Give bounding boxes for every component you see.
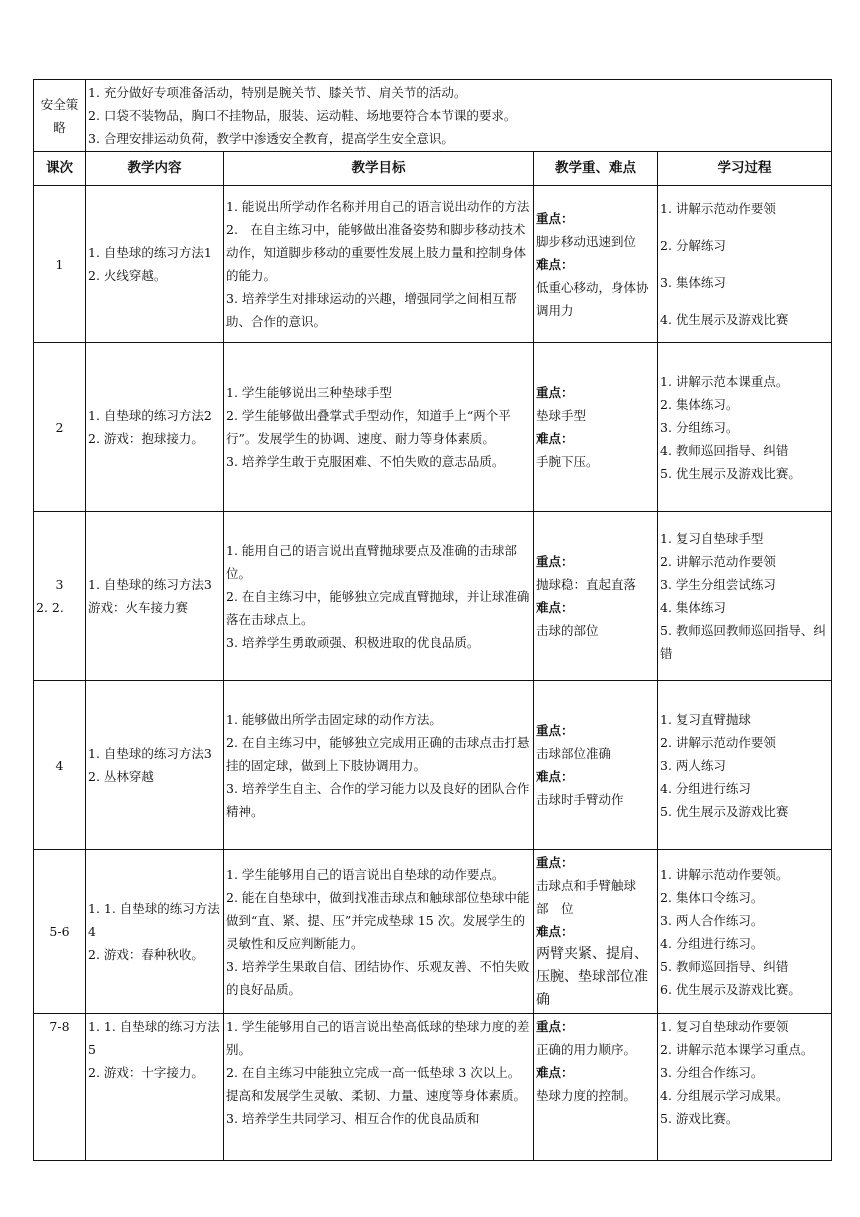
process-item: 4. 分组展示学习成果。 <box>660 1088 789 1103</box>
lesson-number-cell <box>34 512 86 681</box>
keypoints-cell <box>534 186 658 343</box>
process-item: 1. 复习自垫球手型 <box>660 531 764 546</box>
header-lesson: 课次 <box>34 152 86 186</box>
difficult-label: 难点： <box>536 924 574 939</box>
goals-cell <box>224 850 534 1014</box>
goals-cell <box>224 1014 534 1161</box>
content-item: 2. 丛林穿越 <box>88 769 154 784</box>
keypoints-cell <box>534 512 658 681</box>
content-item: 2. 游戏：抱球接力。 <box>88 431 204 446</box>
content-item: 1. 自垫球的练习方法1 <box>88 245 212 260</box>
process-item: 2. 讲解示范本课学习重点。 <box>660 1042 814 1057</box>
process-item: 2. 讲解示范动作要领 <box>660 554 776 569</box>
difficult-label: 难点： <box>536 1065 574 1080</box>
table-row <box>34 512 832 681</box>
key-text: 垫球手型 <box>536 408 587 423</box>
goal-item: 3. 培养学生自主、合作的学习能力以及良好的团队合作精神。 <box>226 780 530 819</box>
key-label: 重点： <box>536 385 574 400</box>
table-row <box>34 850 832 1014</box>
goals-cell <box>224 186 534 343</box>
table-row <box>34 1014 832 1161</box>
safety-item: 2. 口袋不装物品，胸口不挂物品，服装、运动鞋、场地要符合本节课的要求。 <box>88 108 517 123</box>
difficult-label: 难点： <box>536 431 574 446</box>
process-cell <box>658 681 832 850</box>
header-process: 学习过程 <box>658 152 832 186</box>
content-item: 1. 自垫球的练习方法3 <box>88 577 212 592</box>
lesson-number: 5-6 <box>34 850 86 1014</box>
process-item: 4. 优生展示及游戏比赛 <box>660 312 789 327</box>
difficult-text: 手腕下压。 <box>536 454 599 469</box>
process-cell <box>658 186 832 343</box>
key-text: 抛球稳：直起直落 <box>536 577 637 592</box>
key-text: 正确的用力顺序。 <box>536 1042 637 1057</box>
table-row <box>34 343 832 512</box>
goal-item: 2. 在自主练习中能独立完成一高一低垫球 3 次以上。提高和发展学生灵敏、柔韧、力量、速度等身体素质。 <box>226 1065 527 1103</box>
goal-item: 3. 培养学生果敢自信、团结协作、乐观友善、不怕失败的良好品质。 <box>226 958 530 997</box>
difficult-text: 垫球力度的控制。 <box>536 1088 637 1103</box>
header-goals: 教学目标 <box>224 152 534 186</box>
content-cell <box>86 681 224 850</box>
process-cell <box>658 512 832 681</box>
keypoints-cell <box>534 681 658 850</box>
key-label: 重点： <box>536 1019 574 1034</box>
goal-item: 3. 培养学生勇敢顽强、积极进取的优良品质。 <box>226 634 480 650</box>
goals-cell <box>224 343 534 512</box>
goal-item: 1. 学生能够用自己的语言说出自垫球的动作要点。 <box>226 866 505 882</box>
content-cell <box>86 850 224 1014</box>
process-item: 3. 学生分组尝试练习 <box>660 577 776 592</box>
process-item: 1. 复习直臂抛球 <box>660 711 751 727</box>
difficult-text: 击球的部位 <box>536 623 599 638</box>
safety-row <box>34 80 832 152</box>
lesson-extra: 2. 2. <box>36 600 64 615</box>
content-item: 2. 游戏：十字接力。 <box>88 1065 204 1080</box>
content-cell <box>86 1014 224 1161</box>
lesson-plan-table <box>33 79 832 1161</box>
goal-item: 2. 在自主练习中，能够独立完成直臂抛球，并让球准确落在击球点上。 <box>226 588 530 627</box>
content-item: 1. 1. 自垫球的练习方法 4 <box>88 901 220 939</box>
process-item: 1. 讲解示范动作要领 <box>660 201 776 216</box>
process-item: 3. 分组练习。 <box>660 419 739 435</box>
header-keypoints: 教学重、难点 <box>534 152 658 186</box>
process-item: 3. 两人合作练习。 <box>660 912 764 928</box>
process-cell <box>658 850 832 1014</box>
key-label: 重点： <box>536 554 574 569</box>
process-item: 2. 分解练习 <box>660 238 726 253</box>
key-text: 击球部位准确 <box>536 746 612 761</box>
process-item: 1. 讲解示范动作要领。 <box>660 866 789 882</box>
goal-item: 2. 在自主练习中，能够做出准备姿势和脚步移动技术动作，知道脚步移动的重要性发展上肢力量和控制身体的能力。 <box>226 222 527 283</box>
process-item: 2. 讲解示范动作要领 <box>660 734 776 750</box>
process-item: 5. 优生展示及游戏比赛 <box>660 803 789 819</box>
lesson-number: 7-8 <box>34 1014 86 1161</box>
process-item: 5. 教师巡回教师巡回指导、纠错 <box>660 623 826 661</box>
content-item: 1. 自垫球的练习方法2 <box>88 408 212 423</box>
process-item: 2. 集体练习。 <box>660 396 739 412</box>
content-item: 1. 自垫球的练习方法3 <box>88 746 212 761</box>
lesson-number: 1 <box>34 186 86 343</box>
content-cell <box>86 343 224 512</box>
goal-item: 2. 学生能够做出叠掌式手型动作，知道手上“两个平行”。发展学生的协调、速度、耐力等身体素质。 <box>226 408 511 446</box>
content-cell <box>86 186 224 343</box>
difficult-text: 击球时手臂动作 <box>536 792 624 807</box>
process-item: 5. 游戏比赛。 <box>660 1111 739 1126</box>
goal-item: 2. 能在自垫球中，做到找准击球点和触球部位垫球中能做到“直、紧、提、压”并完成垫球 15 次。发展学生的灵敏性和反应判断能力。 <box>226 889 530 951</box>
difficult-label: 难点： <box>536 769 574 784</box>
content-cell <box>86 512 224 681</box>
process-item: 3. 集体练习 <box>660 275 726 290</box>
safety-item: 1. 充分做好专项准备活动，特别是腕关节、膝关节、肩关节的活动。 <box>88 85 467 100</box>
goal-item: 3. 培养学生共同学习、相互合作的优良品质和 <box>226 1111 480 1126</box>
goal-item: 1. 能够做出所学击固定球的动作方法。 <box>226 711 442 727</box>
process-item: 3. 两人练习 <box>660 757 726 773</box>
process-item: 4. 集体练习 <box>660 600 726 615</box>
goal-item: 1. 学生能够用自己的语言说出垫高低球的垫球力度的差别。 <box>226 1019 530 1057</box>
content-item: 1. 1. 自垫球的练习方法 5 <box>88 1019 220 1057</box>
lesson-number: 4 <box>34 681 86 850</box>
lesson-number: 3 <box>55 577 64 592</box>
process-item: 4. 分组进行练习 <box>660 780 751 796</box>
lesson-number: 2 <box>34 343 86 512</box>
key-label: 重点： <box>536 210 574 226</box>
key-label: 重点： <box>536 723 574 738</box>
table-row <box>34 186 832 343</box>
key-text: 脚步移动迅速到位 <box>536 233 637 249</box>
process-item: 6. 优生展示及游戏比赛。 <box>660 981 801 997</box>
difficult-text: 低重心移动，身体协调用力 <box>536 279 649 318</box>
process-item: 4. 分组进行练习。 <box>660 935 764 951</box>
content-item: 2. 火线穿越。 <box>88 268 167 283</box>
safety-item: 3. 合理安排运动负荷，教学中渗透安全教育，提高学生安全意识。 <box>88 131 454 146</box>
difficult-label: 难点： <box>536 256 574 272</box>
goal-item: 1. 能用自己的语言说出直臂抛球要点及准确的击球部位。 <box>226 542 517 581</box>
process-cell <box>658 343 832 512</box>
process-item: 5. 优生展示及游戏比赛。 <box>660 465 801 481</box>
difficult-text: 两臂夹紧、提肩、压腕、垫球部位准确 <box>536 946 648 1008</box>
process-item: 3. 分组合作练习。 <box>660 1065 764 1080</box>
keypoints-cell <box>534 1014 658 1161</box>
header-content: 教学内容 <box>86 152 224 186</box>
goal-item: 3. 培养学生敢于克服困难、不怕失败的意志品质。 <box>226 454 505 469</box>
process-item: 5. 教师巡回指导、纠错 <box>660 958 789 974</box>
content-item: 2. 游戏：春种秋收。 <box>88 947 204 962</box>
goal-item: 2. 在自主练习中，能够独立完成用正确的击球点击打悬挂的固定球，做到上下肢协调用力。 <box>226 734 530 773</box>
goal-item: 1. 能说出所学动作名称并用自己的语言说出动作的方法 <box>226 199 530 214</box>
table-row <box>34 681 832 850</box>
process-item: 1. 讲解示范本课重点。 <box>660 373 789 389</box>
process-item: 4. 教师巡回指导、纠错 <box>660 442 789 458</box>
keypoints-cell <box>534 343 658 512</box>
goals-cell <box>224 512 534 681</box>
difficult-label: 难点： <box>536 600 574 615</box>
process-item: 1. 复习自垫球动作要领 <box>660 1019 789 1034</box>
safety-list <box>86 80 832 152</box>
process-cell <box>658 1014 832 1161</box>
goal-item: 3. 培养学生对排球运动的兴趣，增强同学之间相互帮助、合作的意识。 <box>226 291 517 329</box>
goal-item: 1. 学生能够说出三种垫球手型 <box>226 385 392 400</box>
process-item: 2. 集体口令练习。 <box>660 889 764 905</box>
goals-cell <box>224 681 534 850</box>
key-label: 重点： <box>536 855 574 870</box>
key-text: 击球点和手臂触球 部 位 <box>536 878 649 916</box>
safety-title: 安全策略 <box>34 80 86 152</box>
content-item: 游戏：火车接力赛 <box>88 600 189 615</box>
keypoints-cell <box>534 850 658 1014</box>
header-row <box>34 152 832 186</box>
